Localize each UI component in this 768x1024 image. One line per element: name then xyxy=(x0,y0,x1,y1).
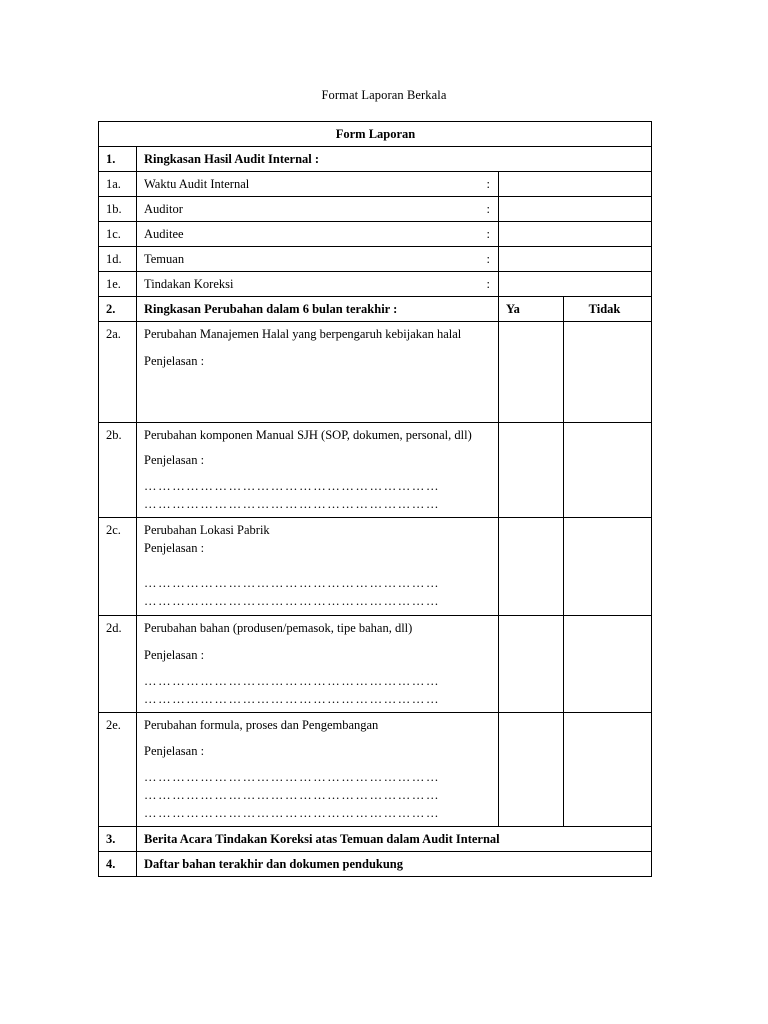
row-2d-number: 2d. xyxy=(99,615,137,712)
row-1d-colon: : xyxy=(486,252,490,266)
row-2a-ya-cell[interactable] xyxy=(499,322,564,423)
row-1e-colon: : xyxy=(486,277,490,291)
row-2e-dotted-line[interactable]: ……………………………………………………… xyxy=(144,806,441,820)
row-2a-tidak-cell[interactable] xyxy=(564,322,652,423)
section-2-row xyxy=(99,297,652,322)
row-2b-content xyxy=(137,423,499,518)
table-row xyxy=(99,518,652,615)
row-2a-number: 2a. xyxy=(99,322,137,423)
section-3-label: Berita Acara Tindakan Koreksi atas Temuan dalam Audit Internal xyxy=(137,827,652,852)
row-1b-value[interactable] xyxy=(499,197,652,222)
row-1d-label-cell xyxy=(137,247,499,272)
table-header-row xyxy=(99,122,652,147)
row-2b-ya-cell[interactable] xyxy=(499,423,564,518)
row-1e-label: Tindakan Koreksi xyxy=(144,277,234,291)
row-2c-dotted-line[interactable]: ……………………………………………………… xyxy=(144,594,441,609)
row-2d-content xyxy=(137,615,499,712)
row-1c-colon: : xyxy=(486,227,490,241)
section-4-number: 4. xyxy=(99,852,137,877)
row-2b-text: Perubahan komponen Manual SJH (SOP, dokumen, personal, dll) xyxy=(144,428,472,442)
row-1d-value[interactable] xyxy=(499,247,652,272)
row-2e-tidak-cell[interactable] xyxy=(564,712,652,826)
row-2c-dotted-line[interactable]: ……………………………………………………… xyxy=(144,576,441,591)
row-2d-ya-cell[interactable] xyxy=(499,615,564,712)
row-2c-ya-cell[interactable] xyxy=(499,518,564,615)
row-1c-label: Auditee xyxy=(144,227,184,241)
row-2b-tidak-cell[interactable] xyxy=(564,423,652,518)
form-laporan-table xyxy=(98,121,652,877)
table-row xyxy=(99,423,652,518)
row-1e-number: 1e. xyxy=(99,272,137,297)
row-2e-dotted-line[interactable]: ……………………………………………………… xyxy=(144,787,441,802)
row-1b-label-cell xyxy=(137,197,499,222)
row-1c-value[interactable] xyxy=(499,222,652,247)
row-2c-tidak-cell[interactable] xyxy=(564,518,652,615)
row-2c-penjelasan-label: Penjelasan : xyxy=(144,541,205,556)
row-1e-label-cell xyxy=(137,272,499,297)
row-1a-number: 1a. xyxy=(99,172,137,197)
row-2d-dotted-line[interactable]: ……………………………………………………… xyxy=(144,673,441,688)
row-1b-colon: : xyxy=(486,202,490,216)
table-row xyxy=(99,272,652,297)
row-2b-number: 2b. xyxy=(99,423,137,518)
row-1d-number: 1d. xyxy=(99,247,137,272)
row-2e-dotted-line[interactable]: ……………………………………………………… xyxy=(144,769,441,784)
table-row xyxy=(99,712,652,826)
section-1-label: Ringkasan Hasil Audit Internal : xyxy=(137,147,652,172)
row-1a-colon: : xyxy=(486,177,490,191)
section-3-number: 3. xyxy=(99,827,137,852)
row-1c-number: 1c. xyxy=(99,222,137,247)
section-2-number: 2. xyxy=(99,297,137,322)
row-2a-penjelasan-label: Penjelasan : xyxy=(144,354,205,368)
row-2e-text: Perubahan formula, proses dan Pengembangan xyxy=(144,717,379,732)
row-2e-content xyxy=(137,712,499,826)
row-2c-number: 2c. xyxy=(99,518,137,615)
row-1c-label-cell xyxy=(137,222,499,247)
table-header-title: Form Laporan xyxy=(99,122,652,147)
row-2d-dotted-line[interactable]: ……………………………………………………… xyxy=(144,691,441,706)
table-row xyxy=(99,615,652,712)
row-2b-dotted-line[interactable]: ……………………………………………………… xyxy=(144,479,441,493)
row-2d-text: Perubahan bahan (produsen/pemasok, tipe bahan, dll) xyxy=(144,620,413,635)
row-2d-tidak-cell[interactable] xyxy=(564,615,652,712)
row-2e-ya-cell[interactable] xyxy=(499,712,564,826)
row-2e-number: 2e. xyxy=(99,712,137,826)
table-row xyxy=(99,197,652,222)
table-row xyxy=(99,247,652,272)
row-2b-penjelasan-label: Penjelasan : xyxy=(144,453,205,467)
table-row xyxy=(99,222,652,247)
section-3-row xyxy=(99,827,652,852)
row-2b-dotted-line[interactable]: ……………………………………………………… xyxy=(144,497,441,512)
section-1-number: 1. xyxy=(99,147,137,172)
row-1b-number: 1b. xyxy=(99,197,137,222)
row-1e-value[interactable] xyxy=(499,272,652,297)
page-title: Format Laporan Berkala xyxy=(321,88,447,102)
row-2c-text: Perubahan Lokasi Pabrik xyxy=(144,523,270,538)
row-2e-penjelasan-label: Penjelasan : xyxy=(144,743,205,758)
row-2c-content xyxy=(137,518,499,615)
column-header-tidak: Tidak xyxy=(564,297,652,322)
section-1-row xyxy=(99,147,652,172)
row-1a-label-cell xyxy=(137,172,499,197)
column-header-ya: Ya xyxy=(499,297,564,322)
table-row xyxy=(99,172,652,197)
row-2d-penjelasan-label: Penjelasan : xyxy=(144,647,205,662)
section-2-label: Ringkasan Perubahan dalam 6 bulan terakhir : xyxy=(137,297,499,322)
row-2a-content xyxy=(137,322,499,423)
table-row xyxy=(99,322,652,423)
section-4-row xyxy=(99,852,652,877)
row-1b-label: Auditor xyxy=(144,202,183,216)
row-1a-value[interactable] xyxy=(499,172,652,197)
row-1a-label: Waktu Audit Internal xyxy=(144,177,250,191)
row-2a-text: Perubahan Manajemen Halal yang berpengaruh kebijakan halal xyxy=(144,327,462,341)
row-1d-label: Temuan xyxy=(144,252,185,266)
section-4-label: Daftar bahan terakhir dan dokumen pendukung xyxy=(137,852,652,877)
